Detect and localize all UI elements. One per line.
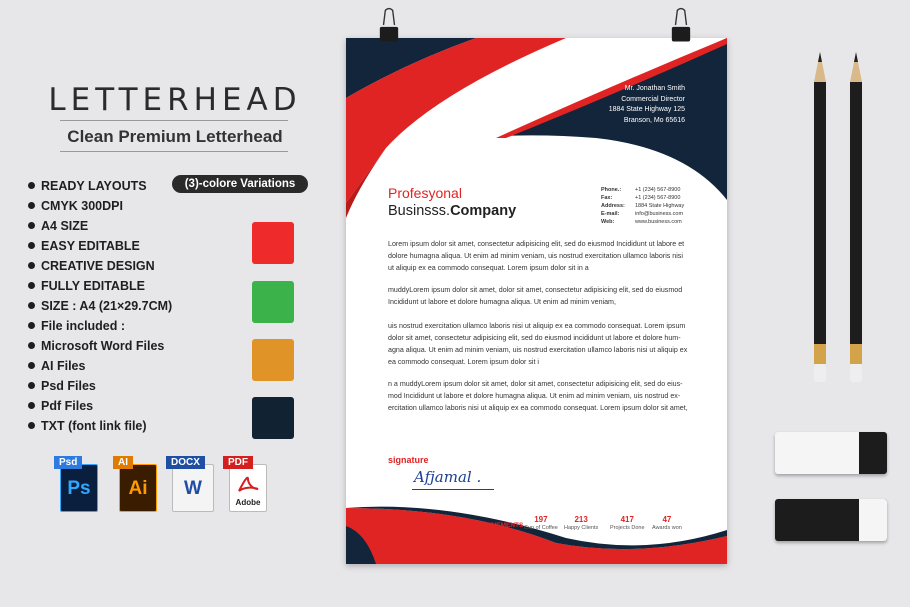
feature-item: EASY EDITABLE	[28, 236, 172, 256]
feature-item: Pdf Files	[28, 396, 172, 416]
body-paragraph: uis nostrud exercitation ullamco laboris nisi ut aliquip ex ea commodo consequat. Lorem ipsum dolor sit amet, consectetur adipisicing elit, sed do eiusmod incididunt ut labore et dolore hum-agna aliqua. Ut enim ad minim veniam, uis nostrud exercitation ullamco laboris nisi ut aliquip ex ea commodo consequat. Lorem ipsum dolor sit i	[388, 322, 688, 366]
letterhead-paper	[346, 38, 727, 564]
bullet-icon	[28, 322, 35, 329]
body-paragraph: n a muddyLorem ipsum dolor sit amet, dolor sit amet, consectetur adipisicing elit, sed do eius-mod Incididunt ut labore et dolore humagna aliqua. Ut enim ad minim veniam, uis nostrud ex-ercitation ullamco laboris nisi ut aliquip ex ea commodo consequat. Lorem ipsum dolor sit amet,	[388, 380, 688, 412]
swatch-green	[252, 281, 294, 323]
swatch-navy	[252, 397, 294, 439]
stat-item: 417 Projects Done	[610, 515, 645, 531]
bullet-icon	[28, 342, 35, 349]
illustrator-icon: AI Ai	[113, 456, 157, 512]
bullet-icon	[28, 302, 35, 309]
pdf-icon: PDF Adobe	[223, 456, 267, 512]
feature-item: AI Files	[28, 356, 172, 376]
bullet-icon	[28, 182, 35, 189]
bullet-icon	[28, 402, 35, 409]
variations-badge: (3)-colore Variations	[172, 175, 308, 193]
brand-line-2: Businsss.Company	[388, 203, 517, 219]
body-paragraph: muddyLorem ipsum dolor sit amet, dolor sit amet, consectetur adipisicing elit, sed do eiusmod Incididunt ut labore et dolore humagna aliqua. Ut enim ad minim veniam,	[388, 286, 683, 306]
binder-clip-icon	[378, 6, 400, 44]
feature-item: READY LAYOUTS	[28, 176, 172, 196]
swatch-red	[252, 222, 294, 264]
title-divider-bottom	[60, 151, 288, 152]
feature-item: TXT (font link file)	[28, 416, 172, 436]
achievements-title: OUR ACHIVEMENTS	[460, 522, 524, 529]
feature-item: Psd Files	[28, 376, 172, 396]
binder-clip-icon	[670, 6, 692, 44]
signature-label: signature	[388, 455, 429, 465]
body-paragraph: Lorem ipsum dolor sit amet, consectetur adipisicing elit, sed do eiusmod Incididunt ut labore et dolore humagna aliqua. Ut enim ad minim veniam, uis nostrud exercitation ullamco laboris nisi ut aliquip ex ea commodo consequat. Lorem ipsum dolor sit in a	[388, 240, 685, 272]
feature-list	[28, 176, 172, 436]
word-icon: DOCX W	[166, 456, 214, 512]
brand-line-1: Profesyonal	[388, 185, 462, 201]
feature-item: CMYK 300DPI	[28, 196, 172, 216]
product-subtitle: Clean Premium Letterhead	[67, 127, 283, 146]
bullet-icon	[28, 202, 35, 209]
bullet-icon	[28, 282, 35, 289]
product-title: LETTERHEAD	[48, 82, 302, 118]
signature-underline	[412, 489, 494, 490]
contact-block: Phone.: +1 (234) 567-8900 Fax: +1 (234) 567-8900 Address: 1884 State Highway E-mail: info@business.com Web: www.business.com	[601, 187, 685, 225]
photoshop-icon: Psd Ps	[54, 456, 98, 512]
stat-item: 47 Awards won	[652, 515, 682, 531]
feature-item: Microsoft Word Files	[28, 336, 172, 356]
title-divider-top	[60, 120, 288, 121]
bullet-icon	[28, 222, 35, 229]
eraser-white	[775, 432, 887, 474]
signature: Afjamal .	[414, 468, 482, 486]
bullet-icon	[28, 382, 35, 389]
stat-item: 213 Happy Clients	[564, 515, 599, 531]
pencils-icon	[806, 52, 876, 388]
swatch-orange	[252, 339, 294, 381]
address-block: Mr. Jonathan Smith Commercial Director 1884 State Highway 125 Branson, Mo 65616	[608, 85, 685, 124]
eraser-black	[775, 499, 887, 541]
feature-item: CREATIVE DESIGN	[28, 256, 172, 276]
bullet-icon	[28, 422, 35, 429]
feature-item: FULLY EDITABLE	[28, 276, 172, 296]
bullet-icon	[28, 242, 35, 249]
feature-item: File included :	[28, 316, 172, 336]
feature-item: SIZE : A4 (21×29.7CM)	[28, 296, 172, 316]
feature-item: A4 SIZE	[28, 216, 172, 236]
stat-item: 197 Cup of Coffee	[524, 515, 558, 531]
acrobat-mark-icon	[236, 473, 260, 493]
bullet-icon	[28, 262, 35, 269]
bullet-icon	[28, 362, 35, 369]
